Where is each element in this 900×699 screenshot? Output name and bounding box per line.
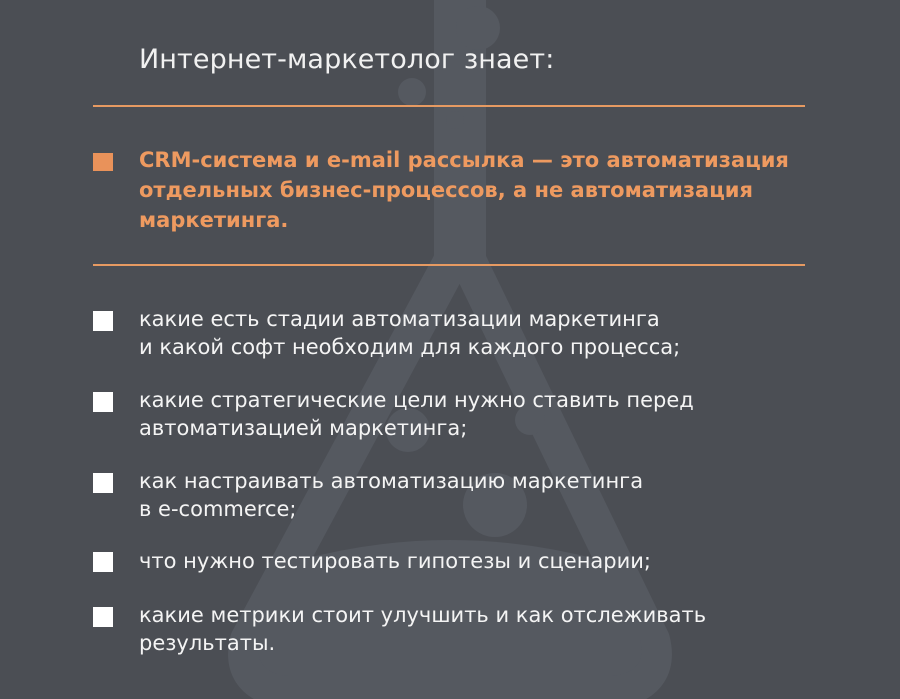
list-item-text: что нужно тестировать гипотезы и сценарии; bbox=[139, 549, 651, 573]
divider-top bbox=[93, 105, 805, 107]
list-item-text: какие есть стадии автоматизации маркетинга и какой софт необходим для каждого процесса; bbox=[139, 307, 681, 359]
page-title: Интернет-маркетолог знает: bbox=[139, 44, 555, 75]
divider-middle bbox=[93, 264, 805, 266]
square-bullet-icon bbox=[93, 311, 113, 331]
square-bullet-icon bbox=[93, 153, 113, 171]
square-bullet-icon bbox=[93, 607, 113, 627]
square-bullet-icon bbox=[93, 552, 113, 572]
highlight-text: CRM-система и e-mail рассылка — это автоматизация отдельных бизнес-процессов, а не автоматизация маркетинга. bbox=[139, 148, 789, 232]
list-item-text: какие стратегические цели нужно ставить перед автоматизацией маркетинга; bbox=[139, 388, 694, 440]
list-item-text: как настраивать автоматизацию маркетинга в e-commerce; bbox=[139, 469, 644, 521]
square-bullet-icon bbox=[93, 473, 113, 493]
square-bullet-icon bbox=[93, 392, 113, 412]
list-item-text: какие метрики стоит улучшить и как отслеживать результаты. bbox=[139, 603, 707, 655]
